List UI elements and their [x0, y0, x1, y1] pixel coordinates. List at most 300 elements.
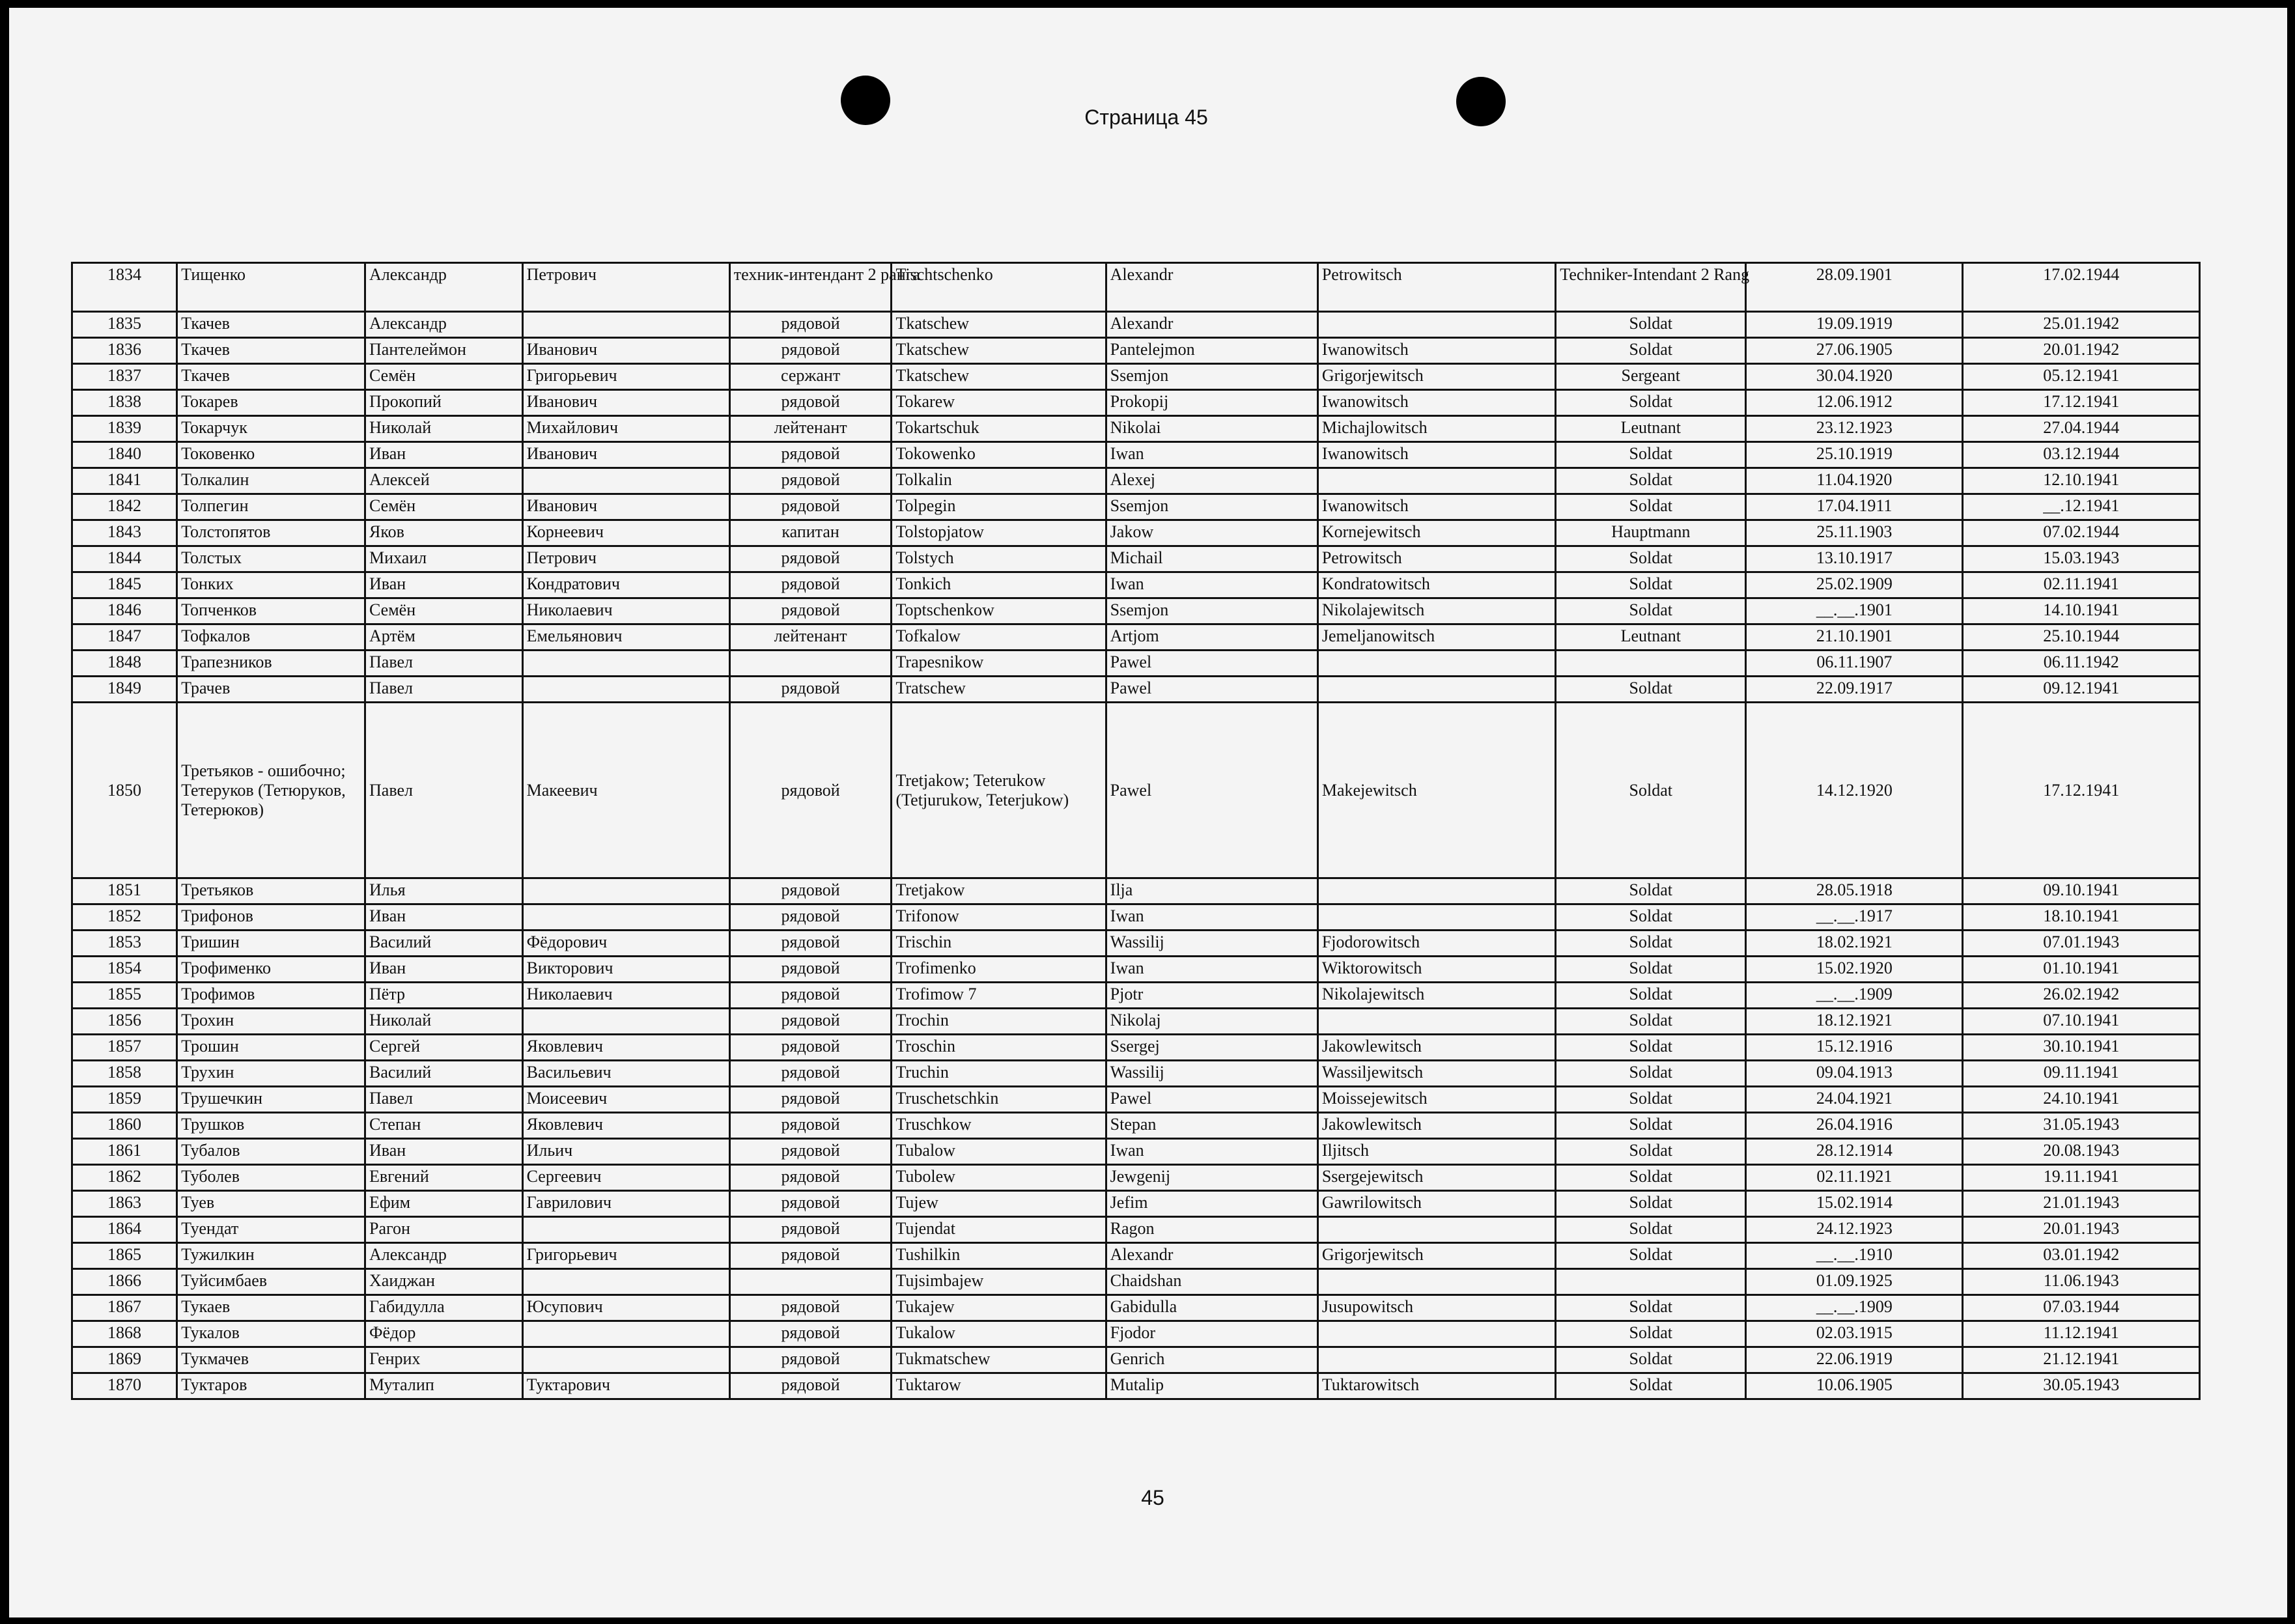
patronymic-ru-cell: Яковлевич [522, 1035, 729, 1061]
record-number-cell: 1841 [72, 468, 177, 494]
rank-de-cell: Soldat [1556, 1035, 1746, 1061]
record-number-cell: 1844 [72, 546, 177, 572]
table-row [72, 1165, 2200, 1191]
patronymic-de-cell: Fjodorowitsch [1317, 931, 1555, 957]
patronymic-ru-cell: Туктарович [522, 1373, 729, 1399]
patronymic-ru-cell: Васильевич [522, 1061, 729, 1087]
record-number-cell: 1842 [72, 494, 177, 520]
surname-de-cell: Tukmatschew [892, 1347, 1106, 1373]
surname-de-cell: Tkatschew [892, 364, 1106, 390]
birth-date-cell: __.__.1909 [1746, 983, 1963, 1009]
record-number-cell: 1839 [72, 416, 177, 442]
record-number-cell: 1834 [72, 263, 177, 312]
death-date-cell: 20.01.1942 [1963, 338, 2200, 364]
first-name-ru-cell: Павел [365, 677, 523, 703]
table-row [72, 1295, 2200, 1321]
birth-date-cell: 13.10.1917 [1746, 546, 1963, 572]
first-name-ru-cell: Артём [365, 624, 523, 651]
surname-de-cell: Tratschew [892, 677, 1106, 703]
records-body [72, 263, 2200, 1399]
surname-ru-cell: Тищенко [177, 263, 365, 312]
first-name-ru-cell: Евгений [365, 1165, 523, 1191]
patronymic-de-cell [1317, 1009, 1555, 1035]
birth-date-cell: __.__.1909 [1746, 1295, 1963, 1321]
patronymic-de-cell [1317, 651, 1555, 677]
patronymic-de-cell: Jusupowitsch [1317, 1295, 1555, 1321]
surname-ru-cell: Туктаров [177, 1373, 365, 1399]
birth-date-cell: 22.09.1917 [1746, 677, 1963, 703]
first-name-de-cell: Mutalip [1106, 1373, 1317, 1399]
record-number-cell: 1859 [72, 1087, 177, 1113]
birth-date-cell: 02.03.1915 [1746, 1321, 1963, 1347]
record-number-cell: 1838 [72, 390, 177, 416]
table-row [72, 624, 2200, 651]
first-name-ru-cell: Павел [365, 651, 523, 677]
surname-de-cell: Trofimow 7 [892, 983, 1106, 1009]
record-number-cell: 1867 [72, 1295, 177, 1321]
death-date-cell: 24.10.1941 [1963, 1087, 2200, 1113]
death-date-cell: 27.04.1944 [1963, 416, 2200, 442]
patronymic-ru-cell: Моисеевич [522, 1087, 729, 1113]
rank-de-cell: Soldat [1556, 1009, 1746, 1035]
rank-ru-cell [729, 1269, 892, 1295]
record-number-cell: 1849 [72, 677, 177, 703]
first-name-ru-cell: Хаиджан [365, 1269, 523, 1295]
surname-de-cell: Tokartschuk [892, 416, 1106, 442]
surname-ru-cell: Туболев [177, 1165, 365, 1191]
rank-ru-cell: рядовой [729, 1243, 892, 1269]
patronymic-de-cell: Petrowitsch [1317, 263, 1555, 312]
rank-de-cell: Soldat [1556, 957, 1746, 983]
patronymic-ru-cell: Юсупович [522, 1295, 729, 1321]
rank-ru-cell: рядовой [729, 1165, 892, 1191]
first-name-de-cell: Pawel [1106, 1087, 1317, 1113]
table-row [72, 1113, 2200, 1139]
death-date-cell: 14.10.1941 [1963, 598, 2200, 624]
surname-de-cell: Tolkalin [892, 468, 1106, 494]
surname-de-cell: Truschkow [892, 1113, 1106, 1139]
patronymic-ru-cell: Иванович [522, 390, 729, 416]
first-name-de-cell: Ssemjon [1106, 364, 1317, 390]
death-date-cell: 07.10.1941 [1963, 1009, 2200, 1035]
surname-ru-cell: Трошин [177, 1035, 365, 1061]
surname-ru-cell: Трухин [177, 1061, 365, 1087]
patronymic-de-cell: Wiktorowitsch [1317, 957, 1555, 983]
record-number-cell: 1856 [72, 1009, 177, 1035]
rank-de-cell: Soldat [1556, 1113, 1746, 1139]
patronymic-de-cell: Iwanowitsch [1317, 442, 1555, 468]
death-date-cell: 25.01.1942 [1963, 312, 2200, 338]
patronymic-ru-cell: Емельянович [522, 624, 729, 651]
first-name-ru-cell: Николай [365, 1009, 523, 1035]
page-header-title: Страница 45 [1084, 105, 1208, 129]
first-name-ru-cell: Сергей [365, 1035, 523, 1061]
patronymic-de-cell: Grigorjewitsch [1317, 364, 1555, 390]
first-name-de-cell: Alexej [1106, 468, 1317, 494]
rank-de-cell: Soldat [1556, 1087, 1746, 1113]
record-number-cell: 1866 [72, 1269, 177, 1295]
first-name-de-cell: Ssemjon [1106, 598, 1317, 624]
first-name-ru-cell: Василий [365, 931, 523, 957]
surname-ru-cell: Трачев [177, 677, 365, 703]
patronymic-de-cell: Grigorjewitsch [1317, 1243, 1555, 1269]
birth-date-cell: 28.09.1901 [1746, 263, 1963, 312]
rank-de-cell: Soldat [1556, 1295, 1746, 1321]
patronymic-ru-cell: Сергеевич [522, 1165, 729, 1191]
first-name-ru-cell: Николай [365, 416, 523, 442]
rank-ru-cell: рядовой [729, 390, 892, 416]
first-name-ru-cell: Александр [365, 263, 523, 312]
record-number-cell: 1853 [72, 931, 177, 957]
death-date-cell: 17.02.1944 [1963, 263, 2200, 312]
rank-ru-cell: лейтенант [729, 624, 892, 651]
first-name-de-cell: Alexandr [1106, 312, 1317, 338]
surname-de-cell: Tokowenko [892, 442, 1106, 468]
birth-date-cell: 24.12.1923 [1746, 1217, 1963, 1243]
first-name-de-cell: Wassilij [1106, 931, 1317, 957]
patronymic-ru-cell: Корнеевич [522, 520, 729, 546]
first-name-de-cell: Alexandr [1106, 263, 1317, 312]
death-date-cell: 03.12.1944 [1963, 442, 2200, 468]
patronymic-ru-cell: Иванович [522, 442, 729, 468]
birth-date-cell: 24.04.1921 [1746, 1087, 1963, 1113]
surname-ru-cell: Токарев [177, 390, 365, 416]
patronymic-ru-cell [522, 1269, 729, 1295]
table-row [72, 312, 2200, 338]
patronymic-de-cell [1317, 1269, 1555, 1295]
patronymic-de-cell: Iljitsch [1317, 1139, 1555, 1165]
death-date-cell: 30.10.1941 [1963, 1035, 2200, 1061]
rank-de-cell: Soldat [1556, 546, 1746, 572]
first-name-ru-cell: Иван [365, 957, 523, 983]
surname-ru-cell: Токовенко [177, 442, 365, 468]
surname-ru-cell: Туев [177, 1191, 365, 1217]
first-name-de-cell: Michail [1106, 546, 1317, 572]
surname-de-cell: Tischtschenko [892, 263, 1106, 312]
first-name-de-cell: Pawel [1106, 651, 1317, 677]
surname-de-cell: Tonkich [892, 572, 1106, 598]
first-name-ru-cell: Александр [365, 1243, 523, 1269]
death-date-cell: 25.10.1944 [1963, 624, 2200, 651]
death-date-cell: 15.03.1943 [1963, 546, 2200, 572]
surname-ru-cell: Ткачев [177, 312, 365, 338]
patronymic-de-cell: Michajlowitsch [1317, 416, 1555, 442]
table-row [72, 878, 2200, 904]
death-date-cell: 05.12.1941 [1963, 364, 2200, 390]
birth-date-cell: 10.06.1905 [1746, 1373, 1963, 1399]
rank-de-cell: Soldat [1556, 1321, 1746, 1347]
surname-de-cell: Trifonow [892, 904, 1106, 931]
surname-ru-cell: Тукмачев [177, 1347, 365, 1373]
rank-de-cell: Leutnant [1556, 416, 1746, 442]
rank-de-cell: Soldat [1556, 494, 1746, 520]
surname-de-cell: Tubolew [892, 1165, 1106, 1191]
record-number-cell: 1865 [72, 1243, 177, 1269]
death-date-cell: 07.02.1944 [1963, 520, 2200, 546]
record-number-cell: 1837 [72, 364, 177, 390]
rank-de-cell: Soldat [1556, 598, 1746, 624]
rank-de-cell: Soldat [1556, 1217, 1746, 1243]
rank-de-cell: Soldat [1556, 1061, 1746, 1087]
first-name-de-cell: Jakow [1106, 520, 1317, 546]
rank-de-cell: Soldat [1556, 677, 1746, 703]
patronymic-ru-cell [522, 677, 729, 703]
rank-ru-cell: рядовой [729, 338, 892, 364]
patronymic-de-cell [1317, 1321, 1555, 1347]
birth-date-cell: 27.06.1905 [1746, 338, 1963, 364]
rank-ru-cell: рядовой [729, 468, 892, 494]
first-name-de-cell: Prokopij [1106, 390, 1317, 416]
rank-de-cell: Soldat [1556, 312, 1746, 338]
patronymic-ru-cell: Яковлевич [522, 1113, 729, 1139]
death-date-cell: 06.11.1942 [1963, 651, 2200, 677]
first-name-de-cell: Fjodor [1106, 1321, 1317, 1347]
rank-ru-cell: лейтенант [729, 416, 892, 442]
rank-ru-cell: рядовой [729, 931, 892, 957]
rank-de-cell: Soldat [1556, 931, 1746, 957]
record-number-cell: 1835 [72, 312, 177, 338]
record-number-cell: 1854 [72, 957, 177, 983]
first-name-ru-cell: Иван [365, 442, 523, 468]
punch-hole-right [1456, 77, 1506, 126]
patronymic-ru-cell [522, 468, 729, 494]
table-row [72, 416, 2200, 442]
patronymic-de-cell: Wassiljewitsch [1317, 1061, 1555, 1087]
death-date-cell: 11.12.1941 [1963, 1321, 2200, 1347]
patronymic-ru-cell: Николаевич [522, 598, 729, 624]
patronymic-ru-cell: Михайлович [522, 416, 729, 442]
surname-de-cell: Tujew [892, 1191, 1106, 1217]
first-name-de-cell: Nikolai [1106, 416, 1317, 442]
rank-de-cell: Soldat [1556, 468, 1746, 494]
rank-ru-cell: рядовой [729, 1113, 892, 1139]
patronymic-ru-cell [522, 878, 729, 904]
record-number-cell: 1846 [72, 598, 177, 624]
patronymic-de-cell: Petrowitsch [1317, 546, 1555, 572]
patronymic-de-cell: Kornejewitsch [1317, 520, 1555, 546]
rank-de-cell: Soldat [1556, 572, 1746, 598]
birth-date-cell: 15.12.1916 [1746, 1035, 1963, 1061]
surname-de-cell: Trapesnikow [892, 651, 1106, 677]
patronymic-ru-cell: Фёдорович [522, 931, 729, 957]
rank-ru-cell: рядовой [729, 1373, 892, 1399]
first-name-de-cell: Chaidshan [1106, 1269, 1317, 1295]
patronymic-de-cell: Iwanowitsch [1317, 338, 1555, 364]
table-row [72, 390, 2200, 416]
surname-de-cell: Tubalow [892, 1139, 1106, 1165]
surname-ru-cell: Толкалин [177, 468, 365, 494]
death-date-cell: 26.02.1942 [1963, 983, 2200, 1009]
surname-ru-cell: Токарчук [177, 416, 365, 442]
surname-de-cell: Tkatschew [892, 338, 1106, 364]
surname-de-cell: Troschin [892, 1035, 1106, 1061]
birth-date-cell: 23.12.1923 [1746, 416, 1963, 442]
surname-ru-cell: Тужилкин [177, 1243, 365, 1269]
table-row [72, 1321, 2200, 1347]
surname-de-cell: Toptschenkow [892, 598, 1106, 624]
first-name-ru-cell: Пантелеймон [365, 338, 523, 364]
death-date-cell: 19.11.1941 [1963, 1165, 2200, 1191]
patronymic-ru-cell: Григорьевич [522, 1243, 729, 1269]
surname-ru-cell: Третьяков [177, 878, 365, 904]
death-date-cell: 20.08.1943 [1963, 1139, 2200, 1165]
rank-de-cell: Leutnant [1556, 624, 1746, 651]
rank-de-cell: Hauptmann [1556, 520, 1746, 546]
first-name-ru-cell: Семён [365, 598, 523, 624]
birth-date-cell: 30.04.1920 [1746, 364, 1963, 390]
record-number-cell: 1855 [72, 983, 177, 1009]
table-row [72, 1347, 2200, 1373]
rank-de-cell: Soldat [1556, 904, 1746, 931]
table-row [72, 1061, 2200, 1087]
patronymic-de-cell: Nikolajewitsch [1317, 598, 1555, 624]
surname-ru-cell: Тришин [177, 931, 365, 957]
patronymic-ru-cell: Викторович [522, 957, 729, 983]
rank-de-cell [1556, 1269, 1746, 1295]
patronymic-de-cell: Makejewitsch [1317, 703, 1555, 878]
table-row [72, 364, 2200, 390]
death-date-cell: 12.10.1941 [1963, 468, 2200, 494]
patronymic-ru-cell [522, 1217, 729, 1243]
rank-ru-cell: рядовой [729, 878, 892, 904]
first-name-de-cell: Genrich [1106, 1347, 1317, 1373]
birth-date-cell: 01.09.1925 [1746, 1269, 1963, 1295]
birth-date-cell: 28.05.1918 [1746, 878, 1963, 904]
first-name-ru-cell: Прокопий [365, 390, 523, 416]
patronymic-de-cell: Iwanowitsch [1317, 494, 1555, 520]
first-name-de-cell: Pantelejmon [1106, 338, 1317, 364]
death-date-cell: __.12.1941 [1963, 494, 2200, 520]
patronymic-de-cell: Jakowlewitsch [1317, 1113, 1555, 1139]
table-row [72, 957, 2200, 983]
death-date-cell: 17.12.1941 [1963, 390, 2200, 416]
record-number-cell: 1858 [72, 1061, 177, 1087]
rank-ru-cell: рядовой [729, 1087, 892, 1113]
table-row [72, 1373, 2200, 1399]
surname-de-cell: Tretjakow [892, 878, 1106, 904]
surname-ru-cell: Ткачев [177, 338, 365, 364]
patronymic-ru-cell [522, 312, 729, 338]
record-number-cell: 1836 [72, 338, 177, 364]
patronymic-ru-cell: Гаврилович [522, 1191, 729, 1217]
record-number-cell: 1857 [72, 1035, 177, 1061]
first-name-de-cell: Iwan [1106, 572, 1317, 598]
death-date-cell: 31.05.1943 [1963, 1113, 2200, 1139]
rank-ru-cell: рядовой [729, 312, 892, 338]
first-name-de-cell: Gabidulla [1106, 1295, 1317, 1321]
patronymic-de-cell [1317, 878, 1555, 904]
rank-ru-cell: рядовой [729, 703, 892, 878]
surname-de-cell: Tolstych [892, 546, 1106, 572]
death-date-cell: 18.10.1941 [1963, 904, 2200, 931]
birth-date-cell: __.__.1917 [1746, 904, 1963, 931]
rank-de-cell: Soldat [1556, 1347, 1746, 1373]
rank-ru-cell [729, 651, 892, 677]
rank-ru-cell: рядовой [729, 957, 892, 983]
first-name-ru-cell: Иван [365, 572, 523, 598]
table-row [72, 1139, 2200, 1165]
surname-de-cell: Truchin [892, 1061, 1106, 1087]
rank-ru-cell: рядовой [729, 1295, 892, 1321]
rank-de-cell: Soldat [1556, 1139, 1746, 1165]
rank-ru-cell: рядовой [729, 1217, 892, 1243]
punch-hole-left [841, 76, 890, 125]
first-name-ru-cell: Муталип [365, 1373, 523, 1399]
surname-de-cell: Tretjakow; Teterukow (Tetjurukow, Teterjukow) [892, 703, 1106, 878]
table-row [72, 572, 2200, 598]
patronymic-de-cell: Gawrilowitsch [1317, 1191, 1555, 1217]
surname-de-cell: Tukajew [892, 1295, 1106, 1321]
first-name-ru-cell: Михаил [365, 546, 523, 572]
birth-date-cell: 14.12.1920 [1746, 703, 1963, 878]
birth-date-cell: 12.06.1912 [1746, 390, 1963, 416]
death-date-cell: 07.01.1943 [1963, 931, 2200, 957]
rank-de-cell: Soldat [1556, 1191, 1746, 1217]
first-name-ru-cell: Пётр [365, 983, 523, 1009]
first-name-de-cell: Iwan [1106, 957, 1317, 983]
patronymic-de-cell: Ssergejewitsch [1317, 1165, 1555, 1191]
table-row [72, 494, 2200, 520]
rank-de-cell: Soldat [1556, 338, 1746, 364]
birth-date-cell: 11.04.1920 [1746, 468, 1963, 494]
surname-de-cell: Tushilkin [892, 1243, 1106, 1269]
record-number-cell: 1864 [72, 1217, 177, 1243]
surname-ru-cell: Трушков [177, 1113, 365, 1139]
rank-de-cell: Soldat [1556, 1243, 1746, 1269]
first-name-de-cell: Pawel [1106, 677, 1317, 703]
patronymic-ru-cell: Иванович [522, 338, 729, 364]
rank-ru-cell: рядовой [729, 904, 892, 931]
first-name-ru-cell: Семён [365, 494, 523, 520]
first-name-de-cell: Ssemjon [1106, 494, 1317, 520]
first-name-de-cell: Artjom [1106, 624, 1317, 651]
table-row [72, 546, 2200, 572]
rank-ru-cell: рядовой [729, 1061, 892, 1087]
first-name-ru-cell: Рагон [365, 1217, 523, 1243]
rank-ru-cell: рядовой [729, 1191, 892, 1217]
patronymic-ru-cell: Кондратович [522, 572, 729, 598]
surname-de-cell: Tukalow [892, 1321, 1106, 1347]
rank-ru-cell: техник-интендант 2 ранга [729, 263, 892, 312]
death-date-cell: 30.05.1943 [1963, 1373, 2200, 1399]
record-number-cell: 1861 [72, 1139, 177, 1165]
surname-de-cell: Tolstopjatow [892, 520, 1106, 546]
first-name-de-cell: Iwan [1106, 1139, 1317, 1165]
surname-ru-cell: Тубалов [177, 1139, 365, 1165]
surname-de-cell: Tujendat [892, 1217, 1106, 1243]
death-date-cell: 07.03.1944 [1963, 1295, 2200, 1321]
birth-date-cell: 21.10.1901 [1746, 624, 1963, 651]
first-name-ru-cell: Генрих [365, 1347, 523, 1373]
patronymic-de-cell: Nikolajewitsch [1317, 983, 1555, 1009]
patronymic-de-cell: Jemeljanowitsch [1317, 624, 1555, 651]
surname-ru-cell: Трофимов [177, 983, 365, 1009]
table-row [72, 520, 2200, 546]
record-number-cell: 1851 [72, 878, 177, 904]
rank-de-cell: Soldat [1556, 1165, 1746, 1191]
patronymic-ru-cell [522, 651, 729, 677]
surname-ru-cell: Тукалов [177, 1321, 365, 1347]
surname-ru-cell: Трушечкин [177, 1087, 365, 1113]
first-name-de-cell: Ilja [1106, 878, 1317, 904]
rank-de-cell: Soldat [1556, 878, 1746, 904]
patronymic-de-cell [1317, 312, 1555, 338]
death-date-cell: 21.12.1941 [1963, 1347, 2200, 1373]
birth-date-cell: 15.02.1920 [1746, 957, 1963, 983]
table-row [72, 1035, 2200, 1061]
surname-de-cell: Tokarew [892, 390, 1106, 416]
record-number-cell: 1869 [72, 1347, 177, 1373]
